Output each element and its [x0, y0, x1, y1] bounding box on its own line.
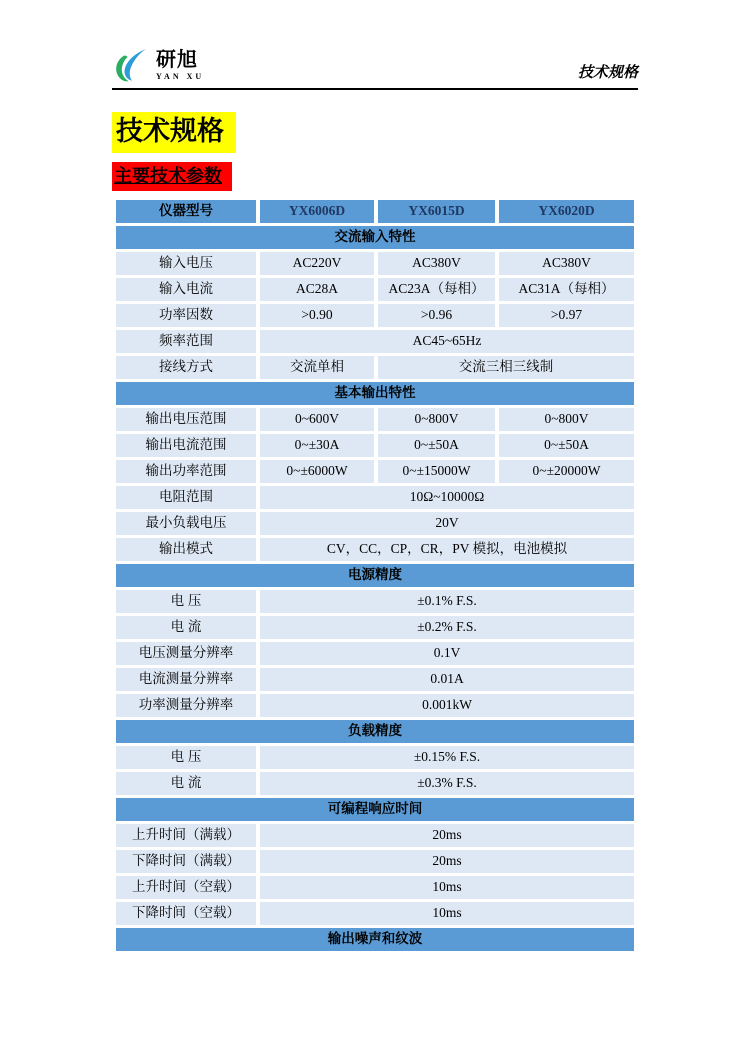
spec-row [116, 772, 634, 795]
row-label-cell: 输入电压 [116, 252, 256, 275]
value-cell-merged: 20ms [260, 824, 634, 847]
value-cell-merged: 交流三相三线制 [378, 356, 634, 379]
value-cell-merged: AC45~65Hz [260, 330, 634, 353]
spec-row [116, 668, 634, 691]
value-cell-merged: CV，CC，CP，CR，PV 模拟，电池模拟 [260, 538, 634, 561]
value-cell: >0.96 [378, 304, 495, 327]
row-label-cell: 电 流 [116, 772, 256, 795]
row-label-cell: 电 压 [116, 590, 256, 613]
value-cell-merged: ±0.1% F.S. [260, 590, 634, 613]
spec-row [116, 278, 634, 301]
section-title-cell: 交流输入特性 [116, 226, 634, 249]
spec-row [116, 512, 634, 535]
spec-table [112, 197, 638, 954]
value-cell: AC23A（每相） [378, 278, 495, 301]
value-cell: 0~±6000W [260, 460, 374, 483]
value-cell: AC28A [260, 278, 374, 301]
brand-name-cn: 研旭 [156, 49, 198, 71]
value-cell: 0~800V [499, 408, 634, 431]
spec-row [116, 356, 634, 379]
spec-row [116, 876, 634, 899]
row-label-cell: 电阻范围 [116, 486, 256, 509]
row-label-cell: 上升时间（空载） [116, 876, 256, 899]
row-label-cell: 下降时间（空载） [116, 902, 256, 925]
value-cell: >0.90 [260, 304, 374, 327]
section-header-row [116, 382, 634, 405]
spec-row [116, 486, 634, 509]
value-cell: AC380V [499, 252, 634, 275]
value-cell: 0~800V [378, 408, 495, 431]
model-name-cell: YX6006D [260, 200, 374, 223]
row-label-cell: 输出电流范围 [116, 434, 256, 457]
spec-row [116, 902, 634, 925]
value-cell: 交流单相 [260, 356, 374, 379]
spec-row [116, 538, 634, 561]
row-label-cell: 输出模式 [116, 538, 256, 561]
row-label-cell: 上升时间（满载） [116, 824, 256, 847]
spec-row [116, 304, 634, 327]
value-cell-merged: 20ms [260, 850, 634, 873]
model-name-cell: YX6015D [378, 200, 495, 223]
spec-row [116, 330, 634, 353]
value-cell-merged: 10ms [260, 876, 634, 899]
row-label-cell: 电 流 [116, 616, 256, 639]
spec-row [116, 642, 634, 665]
section-title-cell: 可编程响应时间 [116, 798, 634, 821]
value-cell-merged: 0.1V [260, 642, 634, 665]
value-cell-merged: ±0.2% F.S. [260, 616, 634, 639]
value-cell: >0.97 [499, 304, 634, 327]
section-header-row [116, 798, 634, 821]
spec-table-body [116, 200, 634, 951]
value-cell-merged: 10Ω~10000Ω [260, 486, 634, 509]
value-cell: 0~±50A [378, 434, 495, 457]
brand-name-en: YAN XU [156, 72, 205, 81]
section-header-row [116, 720, 634, 743]
row-label-cell: 电压测量分辨率 [116, 642, 256, 665]
value-cell: 0~600V [260, 408, 374, 431]
row-label-cell: 输入电流 [116, 278, 256, 301]
section-title-cell: 输出噪声和纹波 [116, 928, 634, 951]
page-subtitle: 主要技术参数 [112, 162, 232, 192]
row-label-cell: 最小负载电压 [116, 512, 256, 535]
row-label-cell: 下降时间（满载） [116, 850, 256, 873]
model-header-label: 仪器型号 [116, 200, 256, 223]
section-title-cell: 基本输出特性 [116, 382, 634, 405]
value-cell: AC31A（每相） [499, 278, 634, 301]
section-header-row [116, 564, 634, 587]
value-cell: AC380V [378, 252, 495, 275]
spec-row [116, 434, 634, 457]
value-cell-merged: 10ms [260, 902, 634, 925]
section-title-cell: 负载精度 [116, 720, 634, 743]
value-cell-merged: 0.01A [260, 668, 634, 691]
spec-row [116, 824, 634, 847]
row-label-cell: 频率范围 [116, 330, 256, 353]
value-cell-merged: 0.001kW [260, 694, 634, 717]
spec-row [116, 408, 634, 431]
row-label-cell: 输出电压范围 [116, 408, 256, 431]
spec-row [116, 252, 634, 275]
section-header-row [116, 928, 634, 951]
brand-logo-icon [112, 46, 150, 86]
spec-row [116, 746, 634, 769]
page-title: 技术规格 [112, 112, 236, 153]
spec-row [116, 590, 634, 613]
section-title-cell: 电源精度 [116, 564, 634, 587]
document-header [112, 0, 638, 90]
section-header-row [116, 226, 634, 249]
value-cell: 0~±20000W [499, 460, 634, 483]
row-label-cell: 功率测量分辨率 [116, 694, 256, 717]
spec-row [116, 616, 634, 639]
row-label-cell: 功率因数 [116, 304, 256, 327]
row-label-cell: 电 压 [116, 746, 256, 769]
value-cell: 0~±50A [499, 434, 634, 457]
value-cell-merged: 20V [260, 512, 634, 535]
model-header-row [116, 200, 634, 223]
spec-row [116, 694, 634, 717]
value-cell: 0~±30A [260, 434, 374, 457]
model-name-cell: YX6020D [499, 200, 634, 223]
value-cell: AC220V [260, 252, 374, 275]
row-label-cell: 电流测量分辨率 [116, 668, 256, 691]
brand-text [156, 50, 204, 81]
value-cell-merged: ±0.3% F.S. [260, 772, 634, 795]
row-label-cell: 输出功率范围 [116, 460, 256, 483]
spec-row [116, 850, 634, 873]
value-cell: 0~±15000W [378, 460, 495, 483]
spec-row [116, 460, 634, 483]
header-right-label: 技术规格 [577, 65, 638, 81]
brand-logo [112, 46, 204, 86]
value-cell-merged: ±0.15% F.S. [260, 746, 634, 769]
row-label-cell: 接线方式 [116, 356, 256, 379]
